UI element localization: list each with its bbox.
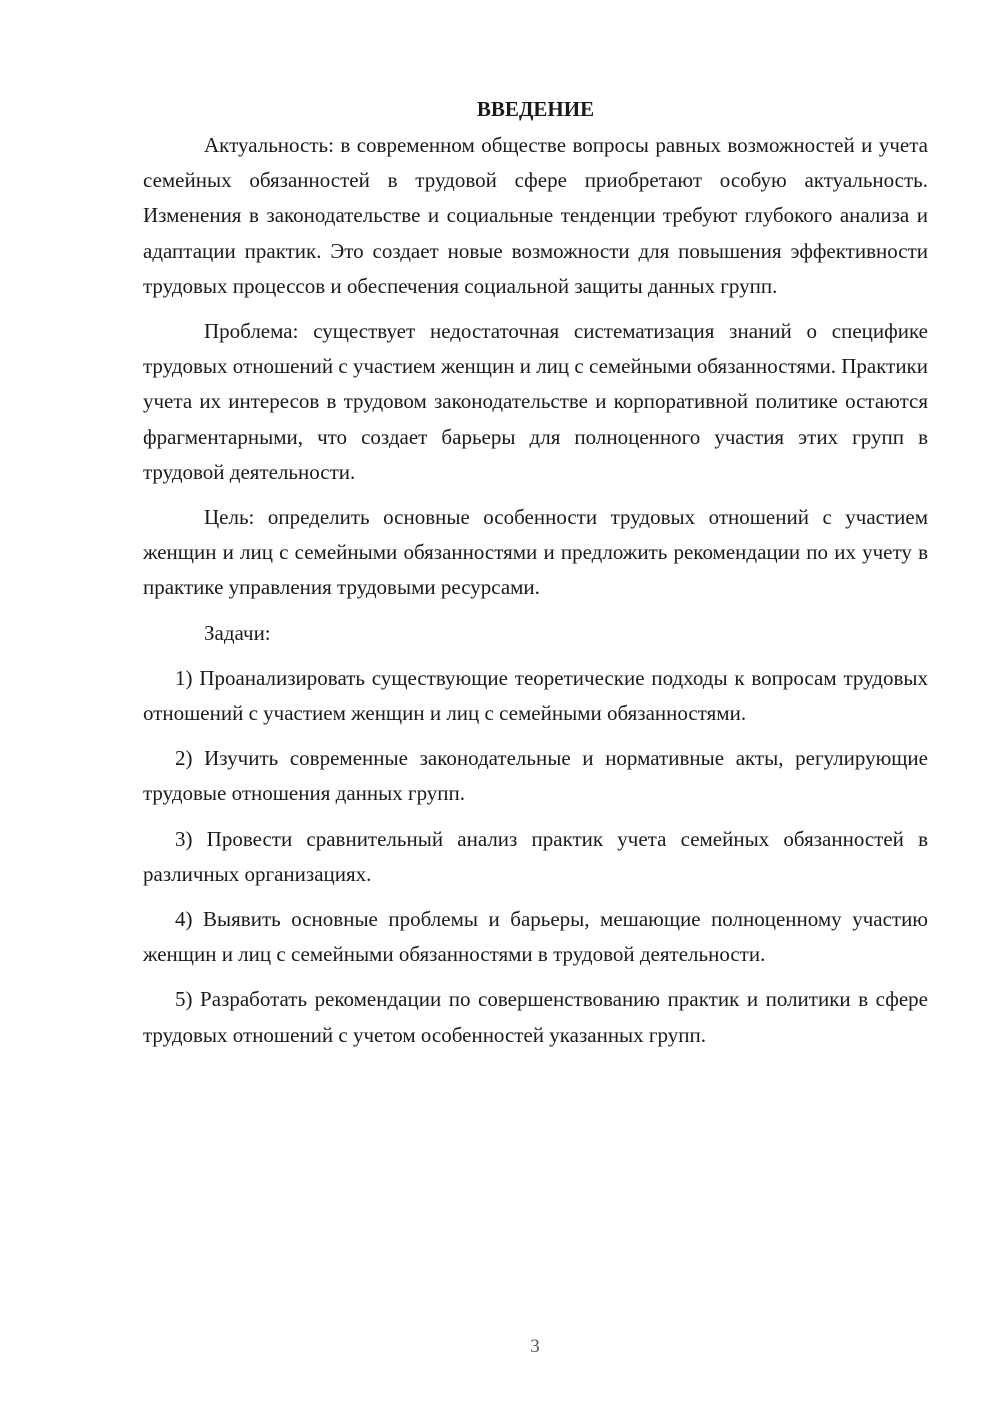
- task-item-5: 5) Разработать рекомендации по совершенствованию практик и политики в сфере трудовых отношений с учетом особенностей указанных групп.: [143, 987, 928, 1047]
- paragraph-problem: Проблема: существует недостаточная систематизация знаний о специфике трудовых отношений с участием женщин и лиц с семейными обязанностями. Практики учета их интересов в трудовом законодательстве и корпоративной политике остаются фрагментарными, что создает барьеры для полноценного участия этих групп в трудовой деятельности.: [143, 319, 928, 484]
- task-item-3: 3) Провести сравнительный анализ практик учета семейных обязанностей в различных организациях.: [143, 826, 928, 886]
- paragraph-goal: Цель: определить основные особенности трудовых отношений с участием женщин и лиц с семейными обязанностями и предложить рекомендации по их учету в практике управления трудовыми ресурсами.: [143, 505, 928, 600]
- section-heading: ВВЕДЕНИЕ: [476, 97, 595, 121]
- paragraph-tasks-label: Задачи:: [204, 620, 271, 645]
- task-item-2: 2) Изучить современные законодательные и нормативные акты, регулирующие трудовые отношения данных групп.: [143, 746, 928, 806]
- page-number: 3: [530, 1336, 540, 1357]
- task-item-1: 1) Проанализировать существующие теоретические подходы к вопросам трудовых отношений с участием женщин и лиц с семейными обязанностями.: [143, 665, 928, 726]
- page-content: [143, 92, 928, 1063]
- task-item-4: 4) Выявить основные проблемы и барьеры, мешающие полноценному участию женщин и лиц с семейными обязанностями в трудовой деятельности.: [143, 907, 928, 967]
- paragraph-relevance: Актуальность: в современном обществе вопросы равных возможностей и учета семейных обязанностей в трудовой сфере приобретают особую актуальность. Изменения в законодательстве и социальные тенденции требуют глубокого анализа и адаптации практик. Это создает новые возможности для повышения эффективности трудовых процессов и обеспечения социальной защиты данных групп.: [143, 133, 928, 298]
